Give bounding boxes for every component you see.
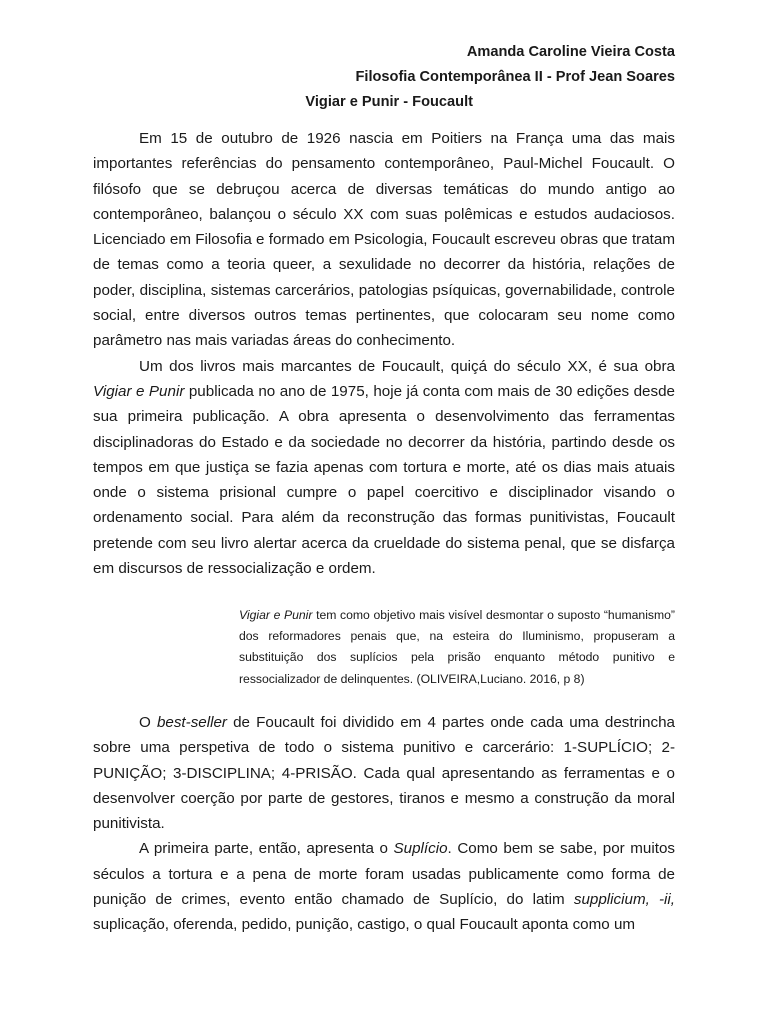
quote-text: Vigiar e Punir tem como objetivo mais visível desmontar o suposto “humanismo” dos reformadores penais que, na esteira do Iluminismo, propuseram a substituição dos suplícios pela prisão enquanto método punitivo e ressocializador de delinquentes. (OLIVEIRA,Luciano. 2016, p 8) — [239, 608, 675, 686]
quote-book-title: Vigiar e Punir — [239, 608, 313, 622]
paragraph-1: Em 15 de outubro de 1926 nascia em Poitiers na França uma das mais importantes referências do pensamento contemporâneo, Paul-Michel Foucault. O filósofo que se debruçou acerca de diversas temáticas do mundo antigo ao contemporâneo, balançou o século XX com suas polêmicas e estudos audaciosos. Licenciado em Filosofia e formado em Psicologia, Foucault escreveu obras que tratam de temas como a teoria queer, a sexulidade no decorrer da história, relações de poder, disciplina, sistemas carcerários, patologias psíquicas, governabilidade, controle social, entre diversos outros temas pertinentes, que colocaram seu nome como parâmetro nas mais variadas áreas do conhecimento. — [93, 130, 675, 350]
suplicio-term: Suplício — [393, 840, 448, 858]
latin-term: supplicium, -ii, — [573, 891, 675, 909]
paragraph-3: O best-seller de Foucault foi dividido em 4 partes onde cada uma destrincha sobre uma perspetiva de todo o sistema punitivo e carcerário: 1-SUPLÍCIO; 2-PUNIÇÃO; 3-DISCIPLINA; 4-PRISÃO. Cada qual apresentando as ferramentas e o desenvolver coerção por parte de gestores, tiranos e mesmo a construção da moral punitivista. — [93, 714, 675, 833]
author-name: Amanda Caroline Vieira Costa — [466, 44, 675, 60]
body-section-2 — [93, 710, 675, 938]
paragraph-4: A primeira parte, então, apresenta o Suplício. Como bem se sabe, por muitos séculos a tortura e a pena de morte foram usadas publicamente como forma de punição de crimes, evento então chamado de Suplício, do latim supplicium, -ii, suplicação, oferenda, pedido, punição, castigo, o qual Foucault aponta como um — [93, 840, 675, 934]
body-section-1 — [93, 126, 675, 581]
document-title: Vigiar e Punir - Foucault — [305, 94, 473, 110]
book-title: Vigiar e Punir — [93, 382, 185, 400]
course-name: Filosofia Contemporânea II - Prof Jean Soares — [355, 69, 675, 85]
document-header — [305, 40, 675, 115]
paragraph-2: Um dos livros mais marcantes de Foucault, quiçá do século XX, é sua obra Vigiar e Punir publicada no ano de 1975, hoje já conta com mais de 30 edições desde sua primeira publicação. A obra apresenta o desenvolvimento das ferramentas disciplinadoras do Estado e da sociedade no decorrer da história, partindo desde os tempos em que justiça se fazia apenas com tortura e morte, até os dias mais atuais onde o sistema prisional cumpre o papel coercitivo e disciplinador visando o ordenamento social. Para além da reconstrução das formas punitivistas, Foucault pretende com seu livro alertar acerca da crueldade do sistema penal, que se disfarça em discursos de ressocialização e ordem. — [93, 357, 675, 578]
block-quote — [239, 605, 675, 690]
best-seller-term: best-seller — [156, 714, 227, 731]
